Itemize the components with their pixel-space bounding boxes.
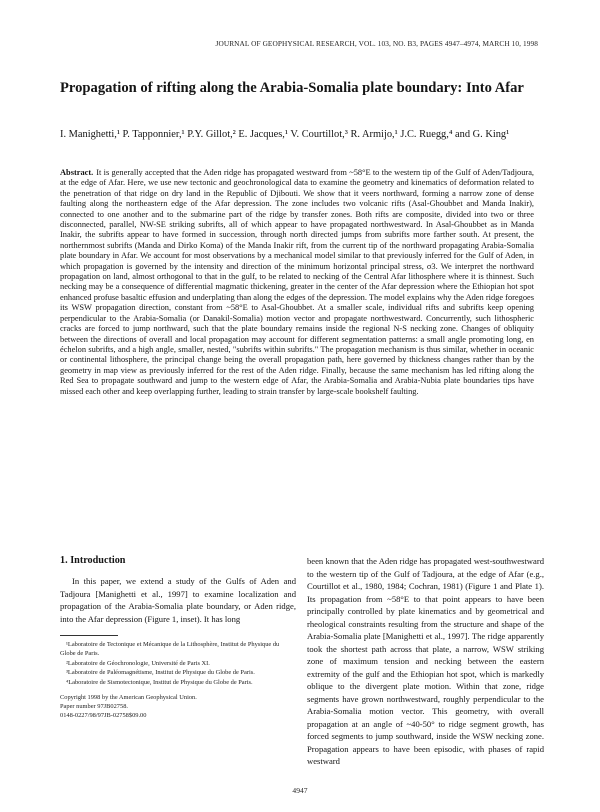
right-column — [307, 555, 544, 768]
footnote-divider — [60, 635, 118, 636]
intro-paragraph-left: In this paper, we extend a study of the Gulfs of Aden and Tadjoura [Manighetti et al., 1997] to examine localization and propagation of the Arabia-Somalia plate boundary, or Aden ridge, into the Afar depression (Figure 1, inset). It has long — [60, 576, 296, 624]
running-head: JOURNAL OF GEOPHYSICAL RESEARCH, VOL. 103, NO. B3, PAGES 4947–4974, MARCH 10, 1998 — [215, 39, 538, 48]
footnote: ²Laboratoire de Géochronologie, Université de Paris XI. — [66, 659, 210, 667]
abstract-label: Abstract. — [60, 168, 94, 177]
abstract — [60, 168, 534, 397]
left-column — [60, 555, 296, 720]
footnote: ⁴Laboratoire de Sismotectonique, Institut de Physique du Globe de Paris. — [66, 679, 253, 687]
footnote: ¹Laboratoire de Tectonique et Mécanique de la Lithosphère, Institut de Physique du Globe de Paris. — [60, 641, 280, 657]
intro-paragraph-right: been known that the Aden ridge has propagated west-southwestward to the western tip of the Gulf of Tadjoura, at the edge of Afar (e.g., Courtillot et al., 1980, 1984; Cochran, 1981) (Figure 1 and Plate 1). Its propagation from ~58°E to that point appears to have been principally controlled by plate kinematics and by geometrical and rheological constraints resulting from the structure and shape of the Arabia-Somalia plate [Manighetti et al., 1997]. The ridge apparently took the shortest path across that plate, a narrow, WSW striking zone of maximum tension and necking between the eastern extremity of the gulf and the Ethiopian hot spot, which is markedly oblique to the divergent plate motion. Within that zone, ridge segments have grown northwestward, roughly perpendicular to the Arabia-Somalia motion vector. This geometry, with overall propagation at an angle of ~40-50° to ridge segment growth, has forced segments to jump southward, inside the WSW necking zone. Propagation appears to have been episodic, with phases of rapid westward — [307, 556, 544, 766]
article-title: Propagation of rifting along the Arabia-Somalia plate boundary: Into Afar — [60, 80, 524, 96]
section-heading-introduction: 1. Introduction — [60, 555, 126, 566]
abstract-text: It is generally accepted that the Aden ridge has propagated westward from ~58°E to the western tip of the Gulf of Aden/Tadjoura, at the edge of Afar. Here, we use new tectonic and geochronological data to examine the geometry and kinematics of deformation related to the penetration of that ridge on dry land in the Republic of Djibouti. We show that it veers northward, forming a narrow zone of dense faulting along the northeastern edge of the Afar depression. The zone includes two volcanic rifts (Asal-Ghoubbet and Manda Inakir), connected to one another and to the submarine part of the ridge by transfer zones. Both rifts are composite, divided into two or three disconnected, parallel, NW-SE striking subrifts, all of which appear to have propagated northwestward. In Asal-Ghoubbet as in Manda Inakir, the subrifts appear to have formed in succession, through north directed jumps from subrifts more farther south. At present, the northernmost subrifts (Manda and Dirko Koma) of the Manda Inakir rift, from the current tip of the northward propagating Arabia-Somalia plate boundary in Afar. We account for most observations by a mechanical model similar to that previously inferred for the Gulf of Aden, in which propagation is governed by the intensity and direction of the minimum horizontal principal stress, σ3. We interpret the northward propagation on land, almost orthogonal to that in the gulf, to be related to necking of the Central Afar lithosphere where it is thinnest. Such necking may be a consequence of differential magmatic thickening, greater in the center of the Afar depression where the Ethiopian hot spot enhanced profuse basaltic effusion and underplating than along the edges of the depression. The model explains why the Aden ridge foregoes its WSW propagation direction, constant from ~58°E to Asal-Ghoubbet. At a smaller scale, individual rifts and subrifts keep opening perpendicular to the Arabia-Somalia (or Danakil-Somalia) motion vector and propagate northwestward. Concurrently, such lithospheric cracks are forced to jump northward, such that the plate boundary remains inside the regional N-S necking zone. Changes of obliquity between the directions of overall and local propagation may account for different segmentation patterns: a small angle promoting long, en échelon subrifts, and a high angle, smaller, nested, "subrifts within subrifts." The propagation mechanism is thus similar, whether in oceanic or continental lithosphere, the principal change being the overall propagation path, here governed by thickness changes rather than by the geometry in map view as previously inferred for the rest of the Aden ridge. Finally, because the same mechanism has led rifting along the Red Sea to propagate southward and jump to the western edge of Afar, the Arabia-Somalia and Arabia-Nubia plate boundaries tips have missed each other and keep overlapping further, leading to strain transfer by large-scale bookshelf faulting. — [60, 168, 534, 396]
footnote: ³Laboratoire de Paléomagnétisme, Institut de Physique du Globe de Paris. — [66, 669, 255, 677]
affiliation-footnotes — [60, 641, 296, 688]
author-list: I. Manighetti,¹ P. Tapponnier,¹ P.Y. Gillot,² E. Jacques,¹ V. Courtillot,³ R. Armijo,¹ J.C. Ruegg,⁴ and G. King¹ — [60, 129, 510, 140]
issn-code: 0148-0227/98/97JB-02758$09.00 — [60, 711, 147, 719]
page-number: 4947 — [292, 786, 308, 795]
copyright-block — [60, 694, 296, 720]
copyright-notice: Copyright 1998 by the American Geophysical Union. — [60, 693, 197, 701]
paper-number: Paper number 97JB02758. — [60, 702, 128, 710]
